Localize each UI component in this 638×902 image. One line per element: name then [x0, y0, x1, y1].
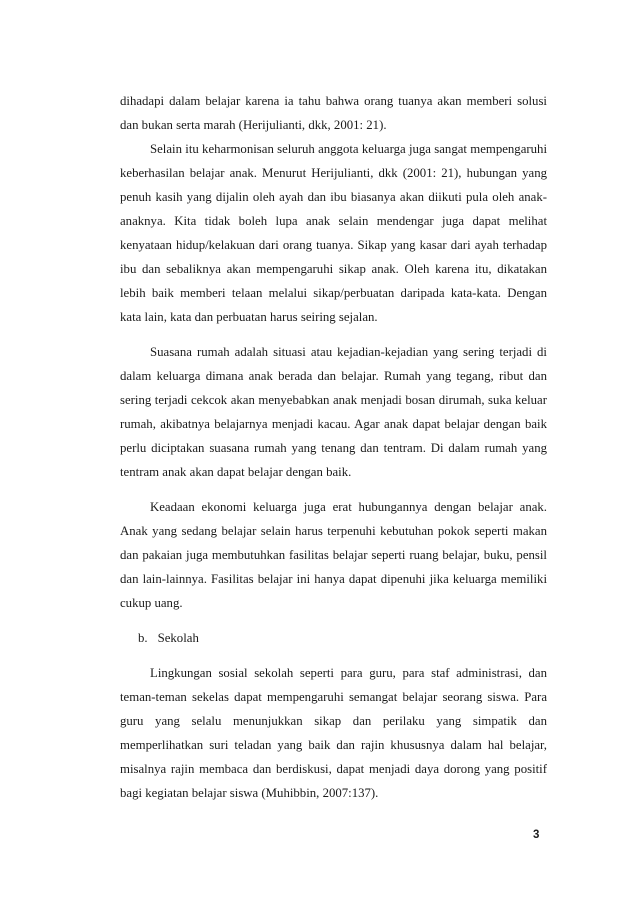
- paragraph-family-harmony: Selain itu keharmonisan seluruh anggota keluarga juga sangat mempengaruhi keberhasilan belajar anak. Menurut Herijulianti, dkk (2001: 21), hubungan yang penuh kasih yang dijalin oleh ayah dan ibu biasanya akan diikuti pula oleh anak-anaknya. Kita tidak boleh lupa anak selain mendengar juga dapat melihat kenyataan hidup/kelakuan dari orang tuanya. Sikap yang kasar dari ayah terhadap ibu dan sebaliknya akan mempengaruhi sikap anak. Oleh karena itu, dikatakan lebih baik memberi telaan melalui sikap/perbuatan daripada kata-kata. Dengan kata lain, kata dan perbuatan harus seiring sejalan.: [120, 142, 547, 324]
- paragraph-family-economy: Keadaan ekonomi keluarga juga erat hubungannya dengan belajar anak. Anak yang sedang belajar selain harus terpenuhi kebutuhan pokok seperti makan dan pakaian juga membutuhkan fasilitas belajar seperti ruang belajar, buku, pensil dan lain-lainnya. Fasilitas belajar ini hanya dapat dipenuhi jika keluarga memiliki cukup uang.: [120, 500, 547, 610]
- section-heading-school: [120, 626, 547, 650]
- paragraph-school-environment: Lingkungan sosial sekolah seperti para guru, para staf administrasi, dan teman-teman sekelas dapat mempengaruhi semangat belajar seorang siswa. Para guru yang selalu menunjukkan sikap dan perilaku yang simpatik dan memperlihatkan suri teladan yang baik dan rajin khususnya dalam hal belajar, misalnya rajin membaca dan berdiskusi, dapat menjadi daya dorong yang positif bagi kegiatan belajar siswa (Muhibbin, 2007:137).: [120, 666, 547, 800]
- page-number: 3: [533, 829, 540, 841]
- paragraph-continuation: dihadapi dalam belajar karena ia tahu bahwa orang tuanya akan memberi solusi dan bukan serta marah (Herijulianti, dkk, 2001: 21).: [120, 94, 547, 132]
- document-page: [120, 89, 547, 805]
- section-title: Sekolah: [157, 631, 199, 645]
- paragraph-home-atmosphere: Suasana rumah adalah situasi atau kejadian-kejadian yang sering terjadi di dalam keluarga dimana anak berada dan belajar. Rumah yang tegang, ribut dan sering terjadi cekcok akan menyebabkan anak menjadi bosan dirumah, suka keluar rumah, akibatnya belajarnya menjadi kacau. Agar anak dapat belajar dengan baik perlu diciptakan suasana rumah yang tenang dan tentram. Di dalam rumah yang tentram anak akan dapat belajar dengan baik.: [120, 345, 547, 479]
- section-marker: b.: [138, 631, 148, 645]
